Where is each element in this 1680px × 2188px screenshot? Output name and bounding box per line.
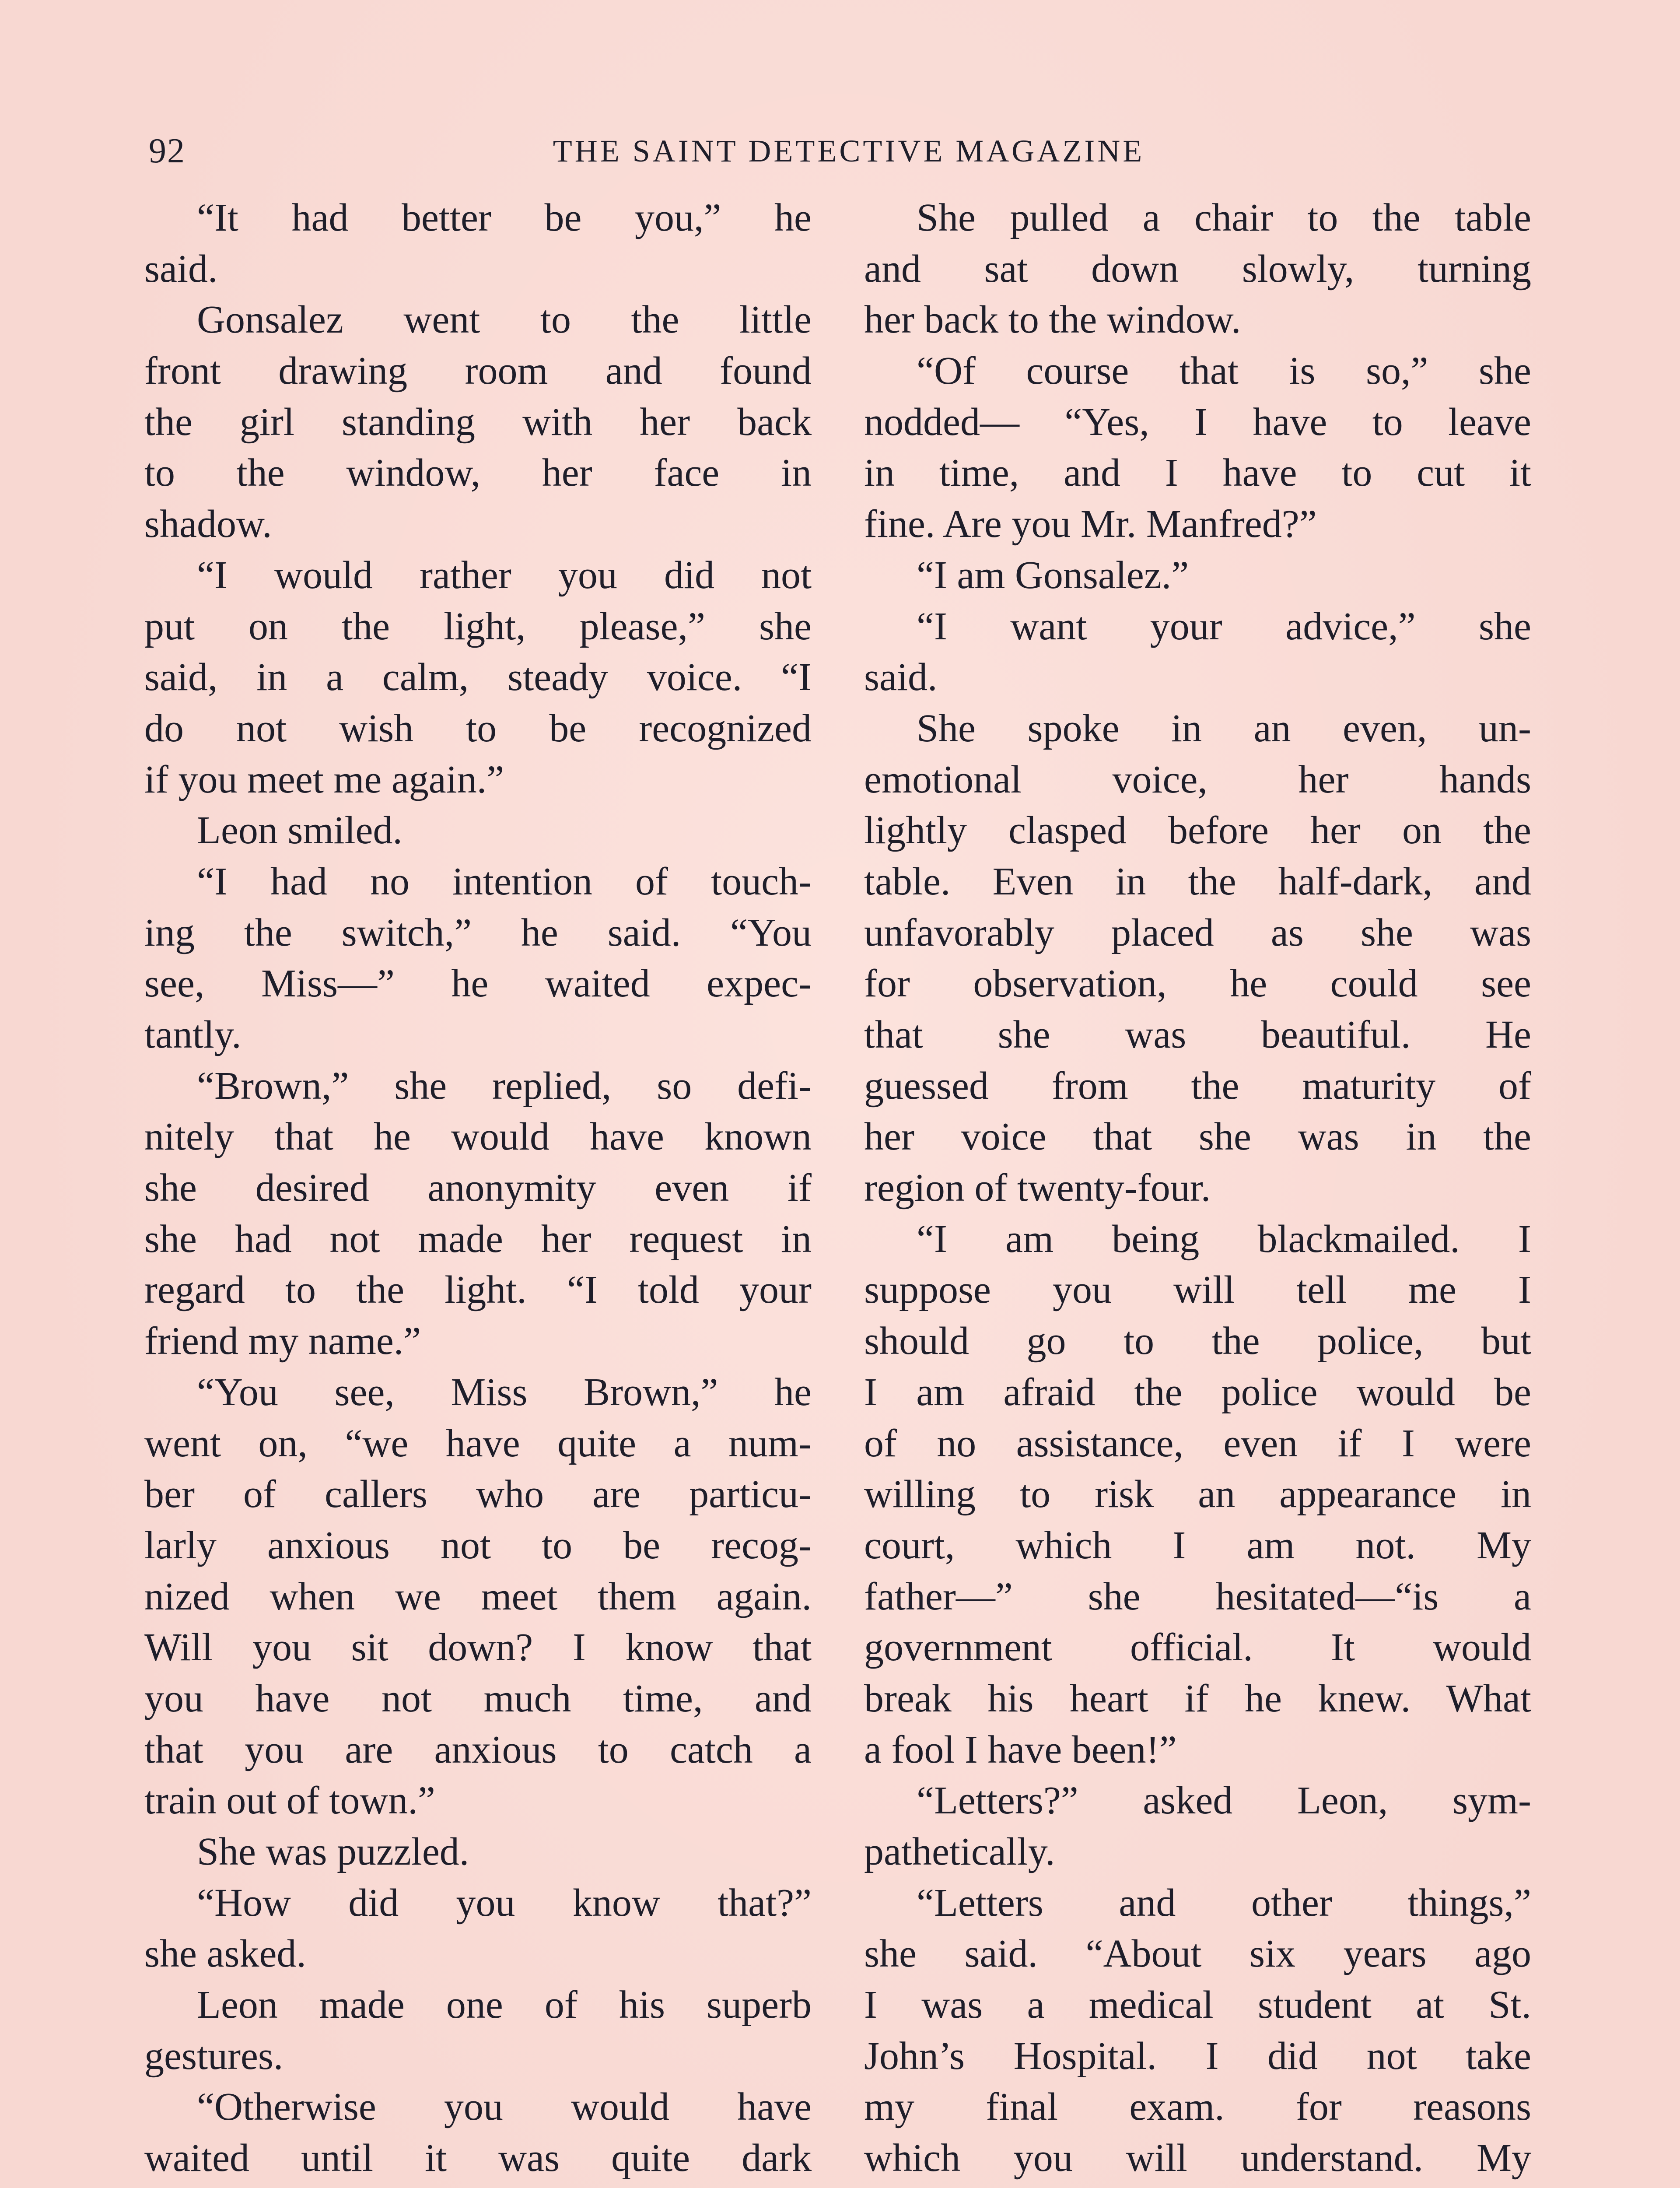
text-line: break his heart if he knew. What	[864, 1676, 1531, 1720]
text-line: “I am Gonsalez.”	[917, 553, 1189, 597]
text-line: “How did you know that?”	[197, 1881, 812, 1925]
text-line: she had not made her request in	[144, 1217, 812, 1261]
text-line: which you will understand. My	[864, 2136, 1531, 2180]
text-line: I was a medical student at St.	[864, 1983, 1531, 2027]
text-line: “I am being blackmailed. I	[917, 1217, 1531, 1261]
text-line: that she was beautiful. He	[864, 1013, 1531, 1056]
text-line: “It had better be you,” he	[197, 196, 812, 239]
text-line: for observation, he could see	[864, 962, 1531, 1006]
text-line: willing to risk an appearance in	[864, 1473, 1531, 1516]
text-line: region of twenty-four.	[864, 1166, 1211, 1210]
text-line	[864, 2184, 1531, 2188]
text-line: guessed from the maturity of	[864, 1064, 1531, 1108]
text-line: gestures.	[144, 2034, 284, 2078]
text-line: emotional voice, her hands	[864, 757, 1531, 801]
text-line: her back to the window.	[864, 298, 1241, 342]
text-line: pathetically.	[864, 1830, 1055, 1873]
text-line: should go to the police, but	[864, 1319, 1531, 1363]
text-line: John’s Hospital. I did not take	[864, 2034, 1531, 2078]
text-line: if you meet me again.”	[144, 757, 504, 801]
text-line: I am afraid the police would be	[864, 1370, 1531, 1414]
text-line: nitely that he would have known	[144, 1115, 812, 1159]
text-line: front drawing room and found	[144, 349, 812, 393]
text-line: “I had no intention of touch-	[197, 859, 812, 903]
text-line: friend my name.”	[144, 1319, 421, 1363]
text-line: Leon made one of his superb	[197, 1983, 812, 2027]
text-line: “Letters?” asked Leon, sym-	[917, 1779, 1531, 1823]
text-line	[144, 2184, 812, 2188]
magazine-title: THE SAINT DETECTIVE MAGAZINE	[553, 133, 1145, 168]
text-line: of no assistance, even if I were	[864, 1421, 1531, 1465]
text-line: regard to the light. “I told your	[144, 1268, 812, 1312]
text-line: She was puzzled.	[197, 1830, 469, 1873]
running-head	[144, 127, 1536, 175]
text-line: ber of callers who are particu-	[144, 1473, 812, 1516]
text-line: court, which I am not. My	[864, 1523, 1531, 1567]
text-line: father—” she hesitated—“is a	[864, 1574, 1531, 1618]
left-text-column	[144, 193, 812, 2188]
text-line: lightly clasped before her on the	[864, 809, 1531, 852]
text-line: she asked.	[144, 1932, 306, 1976]
text-line: tantly.	[144, 1013, 242, 1056]
text-line: “You see, Miss Brown,” he	[197, 1370, 812, 1414]
text-line: “Of course that is so,” she	[917, 349, 1531, 393]
text-line: unfavorably placed as she was	[864, 911, 1531, 954]
text-line: Gonsalez went to the little	[197, 298, 812, 342]
text-line: table. Even in the half-dark, and	[864, 859, 1531, 903]
text-line: nized when we meet them again.	[144, 1574, 812, 1618]
text-line: train out of town.”	[144, 1779, 435, 1823]
text-line: ing the switch,” he said. “You	[144, 911, 812, 954]
text-line: she said. “About six years ago	[864, 1932, 1531, 1976]
text-line: “Otherwise you would have	[197, 2085, 812, 2129]
text-line: do not wish to be recognized	[144, 706, 812, 750]
text-line: said, in a calm, steady voice. “I	[144, 656, 812, 699]
text-line: She pulled a chair to the table	[917, 196, 1531, 239]
text-line: larly anxious not to be recog-	[144, 1523, 812, 1567]
text-line: nodded— “Yes, I have to leave	[864, 400, 1531, 444]
text-line: fine. Are you Mr. Manfred?”	[864, 502, 1317, 546]
right-text-column	[864, 193, 1531, 2188]
text-line: suppose you will tell me I	[864, 1268, 1531, 1312]
text-line: went on, “we have quite a num-	[144, 1421, 812, 1465]
text-line: that you are anxious to catch a	[144, 1728, 812, 1771]
text-line: Leon smiled.	[197, 809, 402, 852]
text-line: She spoke in an even, un-	[917, 706, 1531, 750]
text-line: waited until it was quite dark	[144, 2136, 812, 2180]
text-line: she desired anonymity even if	[144, 1166, 812, 1210]
text-line: “Letters and other things,”	[917, 1881, 1531, 1925]
text-line: “I would rather you did not	[197, 553, 812, 597]
text-line: shadow.	[144, 502, 272, 546]
text-line: to the window, her face in	[144, 451, 812, 495]
text-line: “I want your advice,” she	[917, 604, 1531, 648]
text-line: a fool I have been!”	[864, 1728, 1177, 1771]
text-line: her voice that she was in the	[864, 1115, 1531, 1159]
text-line: said.	[864, 656, 938, 699]
text-line: “Brown,” she replied, so defi-	[197, 1064, 812, 1108]
text-line: put on the light, please,” she	[144, 604, 812, 648]
text-line: said.	[144, 247, 218, 291]
page-number: 92	[149, 132, 186, 170]
text-line: and sat down slowly, turning	[864, 247, 1531, 291]
text-line: the girl standing with her back	[144, 400, 812, 444]
text-line: my final exam. for reasons	[864, 2085, 1531, 2129]
text-line: Will you sit down? I know that	[144, 1626, 812, 1669]
text-line: see, Miss—” he waited expec-	[144, 962, 812, 1006]
text-line: government official. It would	[864, 1626, 1531, 1669]
text-line: you have not much time, and	[144, 1676, 812, 1720]
text-line: in time, and I have to cut it	[864, 451, 1531, 495]
